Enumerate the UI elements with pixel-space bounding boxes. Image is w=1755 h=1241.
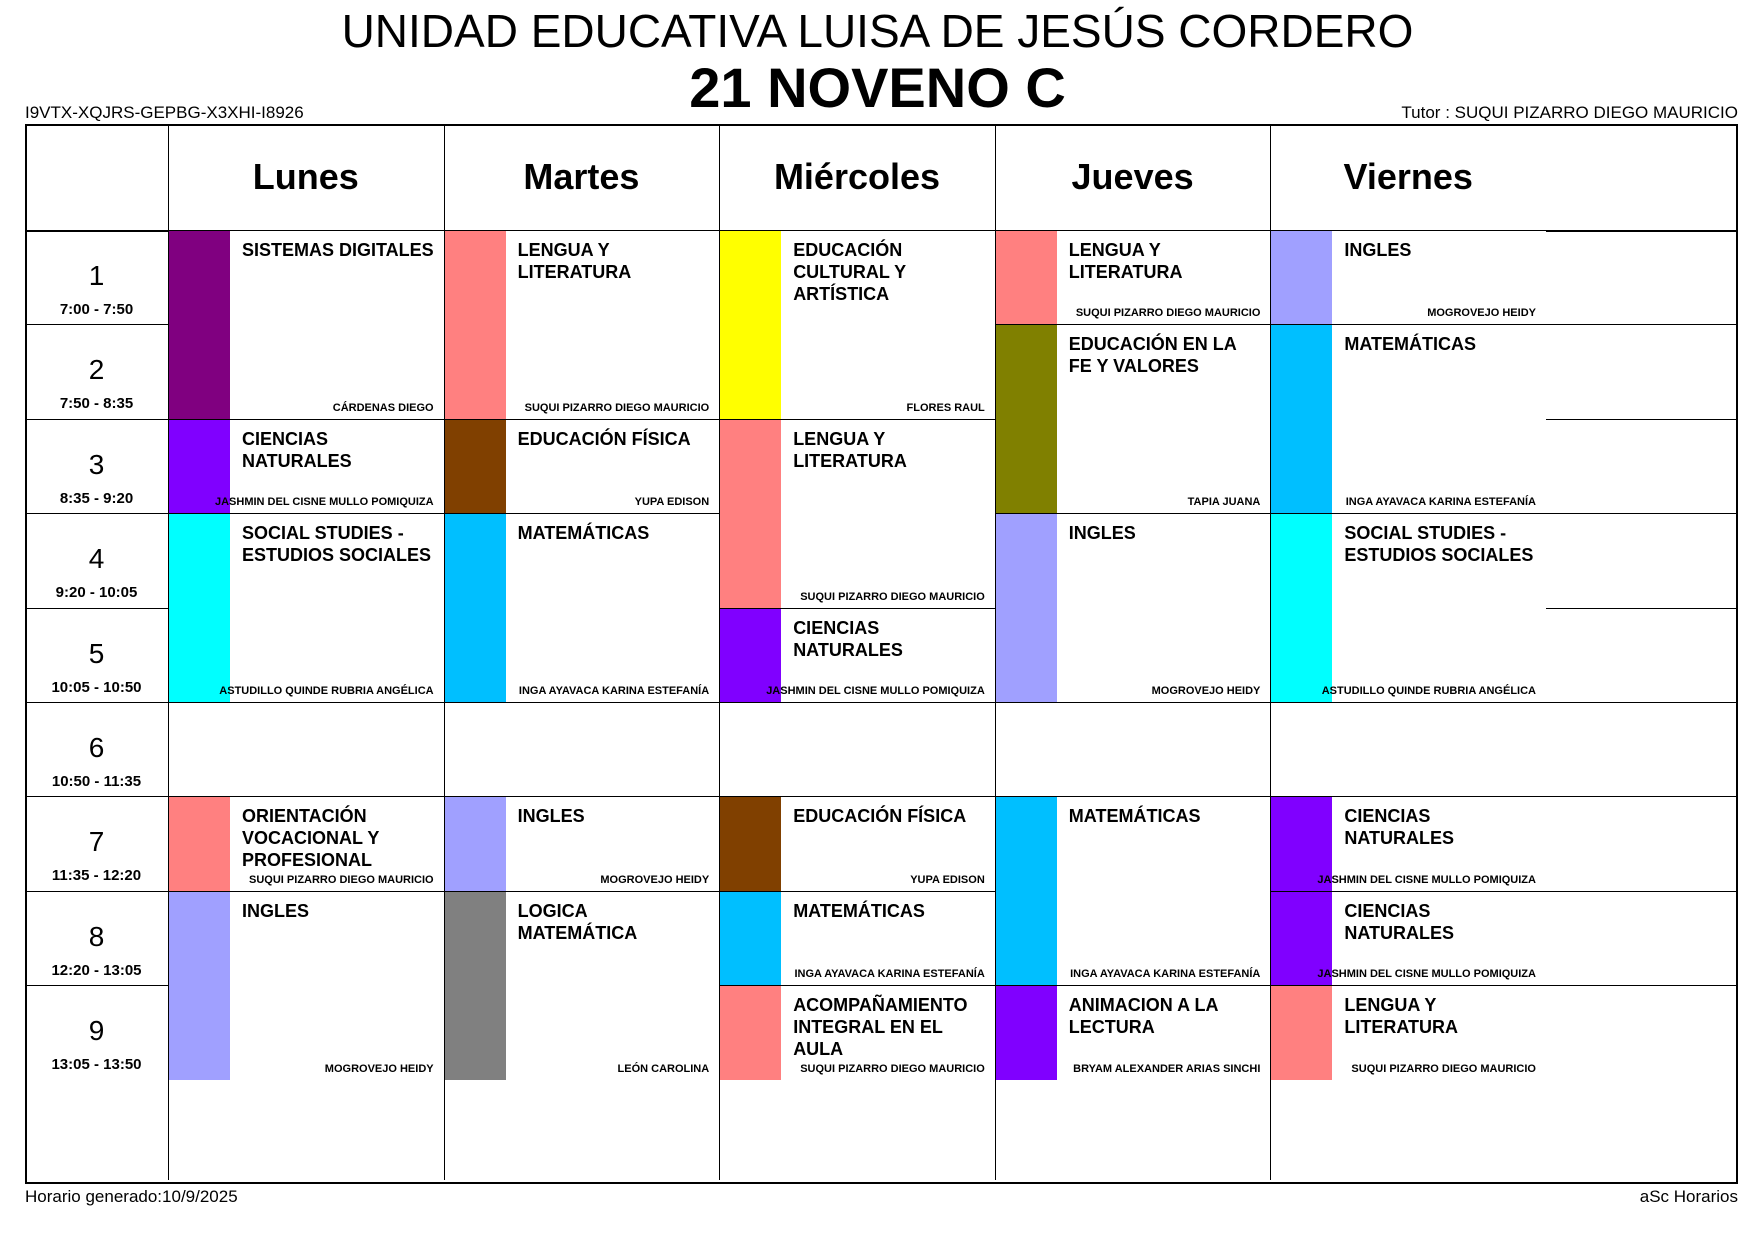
lesson-card[interactable] (1271, 891, 1546, 985)
subject-color-swatch (445, 797, 506, 890)
lesson-subject: EDUCACIÓN FÍSICA (793, 806, 967, 827)
lesson-card[interactable] (720, 891, 995, 985)
lesson-card[interactable] (1271, 796, 1546, 890)
lesson-card[interactable] (445, 796, 720, 890)
subject-color-swatch (445, 514, 506, 702)
generated-date: Horario generado:10/9/2025 (25, 1187, 238, 1206)
lesson-teacher: INGA AYAVACA KARINA ESTEFANÍA (1345, 496, 1536, 509)
lesson-subject: MATEMÁTICAS (517, 523, 650, 544)
subject-color-swatch (720, 892, 781, 985)
lesson-teacher: FLORES RAUL (906, 401, 985, 414)
generator-brand: aSc Horarios (1639, 1187, 1738, 1206)
subject-color-swatch (996, 325, 1057, 513)
lesson-teacher: MOGROVEJO HEIDY (1427, 307, 1536, 320)
lesson-teacher: SUQUI PIZARRO DIEGO MAURICIO (1075, 307, 1261, 320)
subject-color-swatch (720, 420, 781, 608)
lesson-subject: CIENCIAS NATURALES (793, 617, 903, 660)
subject-color-swatch (445, 420, 506, 513)
lesson-subject: MATEMÁTICAS (1068, 806, 1201, 827)
period-time-range: 10:50 - 11:35 (51, 773, 142, 790)
lesson-teacher: YUPA EDISON (634, 496, 710, 509)
lesson-subject: LENGUA Y LITERATURA (1344, 995, 1459, 1038)
lesson-teacher: ASTUDILLO QUINDE RUBRIA ANGÉLICA (1321, 684, 1536, 697)
lesson-teacher: INGA AYAVACA KARINA ESTEFANÍA (1070, 968, 1261, 981)
lesson-card[interactable] (445, 230, 720, 419)
lesson-teacher: ASTUDILLO QUINDE RUBRIA ANGÉLICA (219, 684, 434, 697)
period-number: 1 (88, 260, 105, 291)
lesson-subject: SISTEMAS DIGITALES (242, 240, 434, 260)
subject-color-swatch (169, 514, 230, 702)
period-number: 9 (88, 1015, 105, 1047)
lesson-card[interactable] (1271, 324, 1546, 513)
day-header-3: Jueves (1071, 156, 1194, 197)
subject-color-swatch (1271, 514, 1332, 702)
lesson-teacher: INGA AYAVACA KARINA ESTEFANÍA (794, 968, 985, 981)
period-number: 6 (88, 732, 105, 763)
lesson-subject: LENGUA Y LITERATURA (517, 240, 632, 282)
period-time-range: 13:05 - 13:50 (51, 1056, 142, 1074)
lesson-teacher: BRYAM ALEXANDER ARIAS SINCHI (1073, 1062, 1261, 1075)
lesson-teacher: MOGROVEJO HEIDY (324, 1062, 434, 1075)
lesson-card[interactable] (169, 513, 444, 702)
lesson-card[interactable] (445, 419, 720, 513)
lesson-card[interactable] (169, 891, 444, 1080)
lesson-card[interactable] (720, 796, 995, 890)
lesson-card[interactable] (720, 608, 995, 702)
lesson-card[interactable] (1271, 230, 1546, 324)
lesson-subject: MATEMÁTICAS (793, 900, 925, 921)
subject-color-swatch (720, 986, 781, 1079)
subject-color-swatch (996, 514, 1057, 702)
school-name: UNIDAD EDUCATIVA LUISA DE JESÚS CORDERO (341, 5, 1414, 57)
subject-color-swatch (1271, 325, 1332, 513)
lesson-subject: LENGUA Y LITERATURA (793, 428, 907, 471)
lesson-teacher: JASHMIN DEL CISNE MULLO POMIQUIZA (766, 684, 985, 697)
subject-color-swatch (996, 797, 1057, 985)
period-time-range: 7:50 - 8:35 (59, 395, 134, 413)
lesson-card[interactable] (996, 985, 1271, 1079)
period-row-divider (25, 702, 1736, 703)
lesson-teacher: SUQUI PIZARRO DIEGO MAURICIO (800, 1062, 985, 1075)
lesson-card[interactable] (169, 419, 444, 513)
tutor-label: Tutor : SUQUI PIZARRO DIEGO MAURICIO (1401, 103, 1738, 122)
subject-color-swatch (720, 231, 781, 419)
lesson-card[interactable] (169, 230, 444, 419)
lesson-card[interactable] (720, 419, 995, 608)
lesson-card[interactable] (445, 891, 720, 1080)
subject-color-swatch (720, 797, 781, 890)
lesson-subject: SOCIAL STUDIES - ESTUDIOS SOCIALES (242, 523, 432, 566)
lesson-teacher: SUQUI PIZARRO DIEGO MAURICIO (800, 590, 985, 603)
lesson-subject: ANIMACION A LA LECTURA (1068, 995, 1218, 1038)
lesson-card[interactable] (169, 796, 444, 890)
lesson-card[interactable] (720, 230, 995, 419)
lesson-subject: EDUCACIÓN FÍSICA (517, 428, 691, 449)
lesson-subject: CIENCIAS NATURALES (1344, 900, 1455, 943)
lesson-subject: ORIENTACIÓN VOCACIONAL Y PROFESIONAL (242, 806, 380, 871)
lesson-card[interactable] (445, 513, 720, 702)
timetable-grid (25, 124, 1738, 1184)
lesson-card[interactable] (1271, 513, 1546, 702)
subject-color-swatch (996, 231, 1057, 324)
subject-color-swatch (169, 892, 230, 1080)
lesson-teacher: YUPA EDISON (910, 873, 985, 886)
subject-color-swatch (1271, 231, 1332, 324)
day-header-4: Viernes (1343, 156, 1473, 197)
lesson-teacher: LEÓN CAROLINA (617, 1062, 710, 1075)
lesson-teacher: TAPIA JUANA (1187, 496, 1261, 509)
lesson-teacher: SUQUI PIZARRO DIEGO MAURICIO (1351, 1062, 1536, 1075)
lesson-teacher: CÁRDENAS DIEGO (332, 401, 434, 414)
lesson-subject: INGLES (1344, 240, 1412, 260)
period-time-range: 11:35 - 12:20 (51, 867, 142, 885)
lesson-subject: LOGICA MATEMÁTICA (517, 900, 638, 943)
lesson-teacher: JASHMIN DEL CISNE MULLO POMIQUIZA (215, 496, 434, 509)
timetable-code: I9VTX-XQJRS-GEPBG-X3XHI-I8926 (25, 103, 304, 122)
period-number: 7 (88, 826, 105, 858)
period-time-range: 8:35 - 9:20 (59, 489, 134, 507)
period-number: 2 (88, 354, 105, 386)
lesson-card[interactable] (1271, 985, 1546, 1079)
subject-color-swatch (996, 986, 1057, 1079)
lesson-teacher: INGA AYAVACA KARINA ESTEFANÍA (518, 684, 710, 697)
lesson-card[interactable] (996, 513, 1271, 702)
lesson-subject: INGLES (517, 806, 585, 827)
period-time-range: 12:20 - 13:05 (51, 961, 142, 979)
lesson-subject: LENGUA Y LITERATURA (1068, 240, 1183, 282)
lesson-teacher: SUQUI PIZARRO DIEGO MAURICIO (524, 401, 710, 414)
lesson-subject: INGLES (242, 900, 310, 921)
period-number: 4 (88, 543, 105, 575)
period-time-range: 10:05 - 10:50 (51, 678, 142, 696)
lesson-subject: INGLES (1068, 523, 1136, 544)
period-time-range: 7:00 - 7:50 (59, 301, 134, 318)
lesson-teacher: JASHMIN DEL CISNE MULLO POMIQUIZA (1317, 873, 1536, 886)
lesson-subject: CIENCIAS NATURALES (242, 428, 352, 471)
period-time-range: 9:20 - 10:05 (55, 584, 138, 602)
lesson-subject: SOCIAL STUDIES - ESTUDIOS SOCIALES (1344, 523, 1534, 566)
period-number: 5 (88, 637, 105, 669)
lesson-card[interactable] (996, 796, 1271, 985)
period-number: 3 (88, 448, 105, 480)
subject-color-swatch (445, 892, 506, 1080)
lesson-card[interactable] (996, 230, 1271, 324)
period-number: 8 (88, 920, 105, 952)
lesson-card[interactable] (996, 324, 1271, 513)
day-header-1: Martes (523, 156, 640, 197)
subject-color-swatch (445, 231, 506, 419)
lesson-subject: MATEMÁTICAS (1344, 334, 1477, 355)
lesson-teacher: MOGROVEJO HEIDY (600, 873, 710, 886)
lesson-card[interactable] (720, 985, 995, 1079)
lesson-subject: EDUCACIÓN EN LA FE Y VALORES (1068, 334, 1237, 377)
lesson-subject: CIENCIAS NATURALES (1344, 806, 1455, 849)
lesson-teacher: MOGROVEJO HEIDY (1151, 684, 1261, 697)
lesson-subject: ACOMPAÑAMIENTO INTEGRAL EN EL AULA (793, 995, 968, 1060)
subject-color-swatch (169, 797, 230, 890)
day-header-0: Lunes (252, 156, 359, 197)
lesson-teacher: JASHMIN DEL CISNE MULLO POMIQUIZA (1317, 968, 1536, 981)
subject-color-swatch (1271, 986, 1332, 1079)
lesson-subject: EDUCACIÓN CULTURAL Y ARTÍSTICA (793, 240, 906, 304)
subject-color-swatch (169, 231, 230, 419)
day-header-2: Miércoles (773, 156, 941, 197)
class-group-title: 21 NOVENO C (689, 56, 1066, 119)
lesson-teacher: SUQUI PIZARRO DIEGO MAURICIO (249, 873, 434, 886)
